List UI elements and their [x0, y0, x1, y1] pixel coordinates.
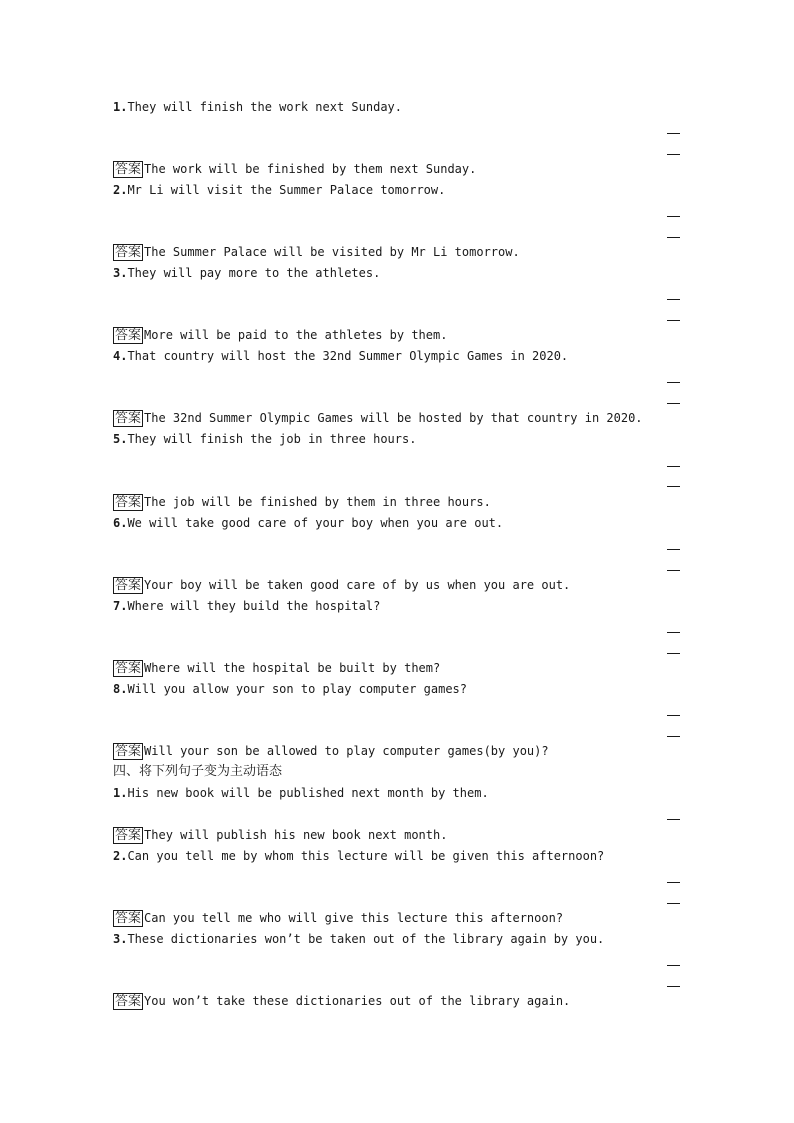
question-3: 3.They will pay more to the athletes. [113, 266, 381, 280]
question-7: 7.Where will they build the hospital? [113, 599, 381, 613]
question-4: 4.That country will host the 32nd Summer Olympic Games in 2020. [113, 349, 569, 363]
question-5: 5.They will finish the job in three hours. [113, 432, 417, 446]
answer-label: 答案 [115, 578, 142, 593]
question-6: 6.We will take good care of your boy when you are out. [113, 516, 504, 530]
answer-blank-line [667, 486, 680, 487]
answer-blank-line [667, 903, 680, 904]
answer-1: 答案 The work will be finished by them next Sunday. [115, 162, 477, 177]
answer-label: 答案 [115, 744, 142, 759]
question-2: 2.Mr Li will visit the Summer Palace tomorrow. [113, 183, 446, 197]
answer-blank-line [667, 965, 680, 966]
section-four-answer-2: 答案 Can you tell me who will give this lecture this afternoon? [115, 911, 564, 926]
answer-blank-line [667, 154, 680, 155]
answer-blank-line [667, 882, 680, 883]
section-four-question-3: 3.These dictionaries won’t be taken out of the library again by you. [113, 932, 605, 946]
answer-blank-line [667, 466, 680, 467]
answer-blank-line [667, 320, 680, 321]
question-8: 8.Will you allow your son to play computer games? [113, 682, 468, 696]
answer-blank-line [667, 986, 680, 987]
answer-label: 答案 [115, 245, 142, 260]
answer-blank-line [667, 632, 680, 633]
answer-blank-line [667, 549, 680, 550]
answer-label: 答案 [115, 994, 142, 1009]
answer-8: 答案 Will your son be allowed to play computer games(by you)? [115, 744, 549, 759]
answer-blank-line [667, 715, 680, 716]
answer-label: 答案 [115, 162, 142, 177]
answer-label: 答案 [115, 328, 142, 343]
answer-4: 答案 The 32nd Summer Olympic Games will be hosted by that country in 2020. [115, 411, 643, 426]
answer-5: 答案 The job will be finished by them in three hours. [115, 495, 491, 510]
answer-blank-line [667, 570, 680, 571]
answer-blank-line [667, 736, 680, 737]
answer-label: 答案 [115, 828, 142, 843]
answer-7: 答案 Where will the hospital be built by them? [115, 661, 441, 676]
section-four-question-1: 1.His new book will be published next month by them. [113, 786, 489, 800]
answer-label: 答案 [115, 911, 142, 926]
answer-blank-line [667, 216, 680, 217]
answer-2: 答案 The Summer Palace will be visited by Mr Li tomorrow. [115, 245, 520, 260]
section-four-answer-3: 答案 You won’t take these dictionaries out of the library again. [115, 994, 571, 1009]
answer-blank-line [667, 133, 680, 134]
answer-blank-line [667, 299, 680, 300]
answer-blank-line [667, 403, 680, 404]
answer-label: 答案 [115, 661, 142, 676]
answer-blank-line [667, 653, 680, 654]
answer-blank-line [667, 819, 680, 820]
answer-blank-line [667, 382, 680, 383]
answer-label: 答案 [115, 411, 142, 426]
section-four-answer-1: 答案 They will publish his new book next month. [115, 828, 448, 843]
section-four-heading: 四、将下列句子变为主动语态 [113, 764, 283, 779]
answer-3: 答案 More will be paid to the athletes by them. [115, 328, 448, 343]
answer-6: 答案 Your boy will be taken good care of by us when you are out. [115, 578, 571, 593]
question-1: 1.They will finish the work next Sunday. [113, 100, 402, 114]
section-four-question-2: 2.Can you tell me by whom this lecture will be given this afternoon? [113, 849, 605, 863]
answer-label: 答案 [115, 495, 142, 510]
answer-blank-line [667, 237, 680, 238]
